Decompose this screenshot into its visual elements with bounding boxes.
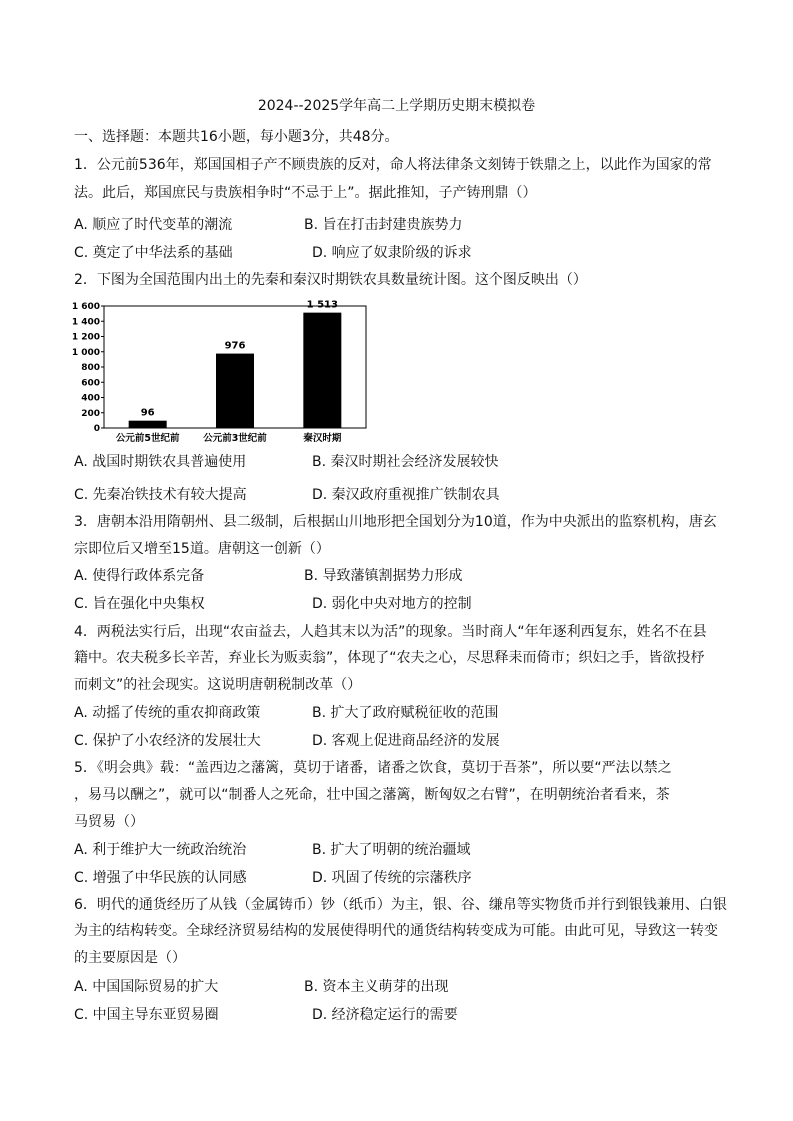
x-tick-label: 公元前3世纪前: [203, 433, 267, 444]
bar: [303, 313, 341, 428]
y-tick-label: 1 000: [71, 347, 100, 358]
iron-tools-bar-chart: [70, 300, 370, 448]
q5-option-c[interactable]: C. 增强了中华民族的认同感: [74, 870, 247, 886]
q4-stem-line3: 而刺文”的社会现实。这说明唐朝税制改革（）: [74, 677, 362, 693]
bar-value-label: 976: [224, 340, 246, 352]
q1-option-b[interactable]: B. 旨在打击封建贵族势力: [304, 217, 463, 233]
section-heading: 一、选择题：本题共16小题，每小题3分，共48分。: [74, 129, 399, 145]
x-tick-label: 公元前5世纪前: [115, 433, 180, 444]
q1-stem-line2: 法。此后，郑国庶民与贵族相争时“不忌于上”。据此推知，子产铸刑鼎（）: [74, 185, 537, 201]
q3-stem-line2: 宗即位后又增至15道。唐朝这一创新（）: [74, 541, 330, 557]
q3-option-c[interactable]: C. 旨在强化中央集权: [74, 596, 205, 612]
q5-option-a[interactable]: A. 利于维护大一统政治统治: [74, 842, 247, 858]
q6-option-d[interactable]: D. 经济稳定运行的需要: [312, 1007, 458, 1023]
q6-stem-line1: 6．明代的通货经历了从钱（金属铸币）钞（纸币）为主，银、谷、缣帛等实物货币并行到银钱兼用、白银: [74, 897, 727, 913]
bar: [129, 421, 167, 428]
y-tick-label: 200: [81, 408, 100, 419]
q4-option-c[interactable]: C. 保护了小农经济的发展壮大: [74, 733, 261, 749]
q4-option-d[interactable]: D. 客观上促进商品经济的发展: [312, 733, 500, 749]
y-tick-label: 1 400: [71, 317, 100, 328]
q3-option-b[interactable]: B. 导致藩镇割据势力形成: [304, 568, 463, 584]
q5-option-d[interactable]: D. 巩固了传统的宗藩秩序: [312, 870, 472, 886]
q1-option-c[interactable]: C. 奠定了中华法系的基础: [74, 245, 233, 261]
q1-option-d[interactable]: D. 响应了奴隶阶级的诉求: [312, 245, 472, 261]
q4-option-b[interactable]: B. 扩大了政府赋税征收的范围: [312, 705, 499, 721]
bar-value-label: 1 513: [306, 300, 338, 311]
q3-stem-line1: 3．唐朝本沿用隋朝州、县二级制，后根据山川地形把全国划分为10道，作为中央派出的监察机构，唐玄: [74, 514, 717, 530]
q2-option-d[interactable]: D. 秦汉政府重视推广铁制农具: [312, 487, 500, 503]
q1-option-a[interactable]: A. 顺应了时代变革的潮流: [74, 217, 233, 233]
y-tick-label: 800: [81, 363, 100, 373]
y-tick-label: 1 200: [71, 332, 100, 343]
y-tick-label: 600: [81, 378, 100, 389]
q2-option-c[interactable]: C. 先秦冶铁技术有较大提高: [74, 487, 247, 503]
page-title: 2024--2025学年高二上学期历史期末模拟卷: [257, 98, 536, 114]
q2-option-b[interactable]: B. 秦汉时期社会经济发展较快: [312, 454, 499, 470]
bar-value-label: 96: [140, 407, 155, 419]
q3-option-a[interactable]: A. 使得行政体系完备: [74, 568, 205, 584]
q6-option-a[interactable]: A. 中国国际贸易的扩大: [74, 979, 219, 995]
q5-stem-line1: 5．《明会典》载：“盖西边之藩篱，莫切于诸番，诸番之饮食，莫切于吾茶”，所以要“严法以禁之: [74, 760, 672, 776]
q5-option-b[interactable]: B. 扩大了明朝的统治疆域: [312, 842, 471, 858]
q4-option-a[interactable]: A. 动摇了传统的重农抑商政策: [74, 705, 261, 721]
y-tick-label: 1 600: [71, 302, 100, 312]
q3-option-d[interactable]: D. 弱化中央对地方的控制: [312, 596, 472, 612]
bar: [216, 354, 254, 428]
x-tick-label: 秦汉时期: [303, 433, 342, 444]
q6-option-c[interactable]: C. 中国主导东亚贸易圈: [74, 1007, 219, 1023]
q6-stem-line3: 的主要原因是（）: [74, 950, 186, 966]
q5-stem-line3: 马贸易（）: [74, 814, 144, 830]
q2-option-a[interactable]: A. 战国时期铁农具普遍使用: [74, 454, 247, 470]
y-tick-label: 0: [93, 424, 100, 434]
q1-stem-line1: 1．公元前536年，郑国国相子产不顾贵族的反对，命人将法律条文刻铸于铁鼎之上，以此作为国家的常: [74, 157, 712, 173]
q4-stem-line2: 籍中。农夫税多长辛苦，弃业长为贩卖翁”，体现了“农夫之心，尽思释耒而倚市；织妇之手，皆欲投杼: [74, 650, 705, 666]
chart-bars: [129, 300, 342, 428]
q6-stem-line2: 为主的结构转变。全球经济贸易结构的发展使得明代的通货结构转变成为可能。由此可见，导致这一转变: [74, 923, 718, 939]
q2-stem-line1: 2．下图为全国范围内出土的先秦和秦汉时期铁农具数量统计图。这个图反映出（）: [74, 272, 587, 288]
q6-option-b[interactable]: B. 资本主义萌芽的出现: [304, 979, 449, 995]
q5-stem-line2: ，易马以酬之”，就可以“制番人之死命，壮中国之藩篱，断匈奴之右臂”，在明朝统治者看来，茶: [74, 787, 670, 803]
q4-stem-line1: 4．两税法实行后，出现“农亩益去，人趋其末以为活”的现象。当时商人“年年逐利西复东，姓名不在县: [74, 624, 707, 640]
y-tick-label: 400: [81, 393, 100, 404]
